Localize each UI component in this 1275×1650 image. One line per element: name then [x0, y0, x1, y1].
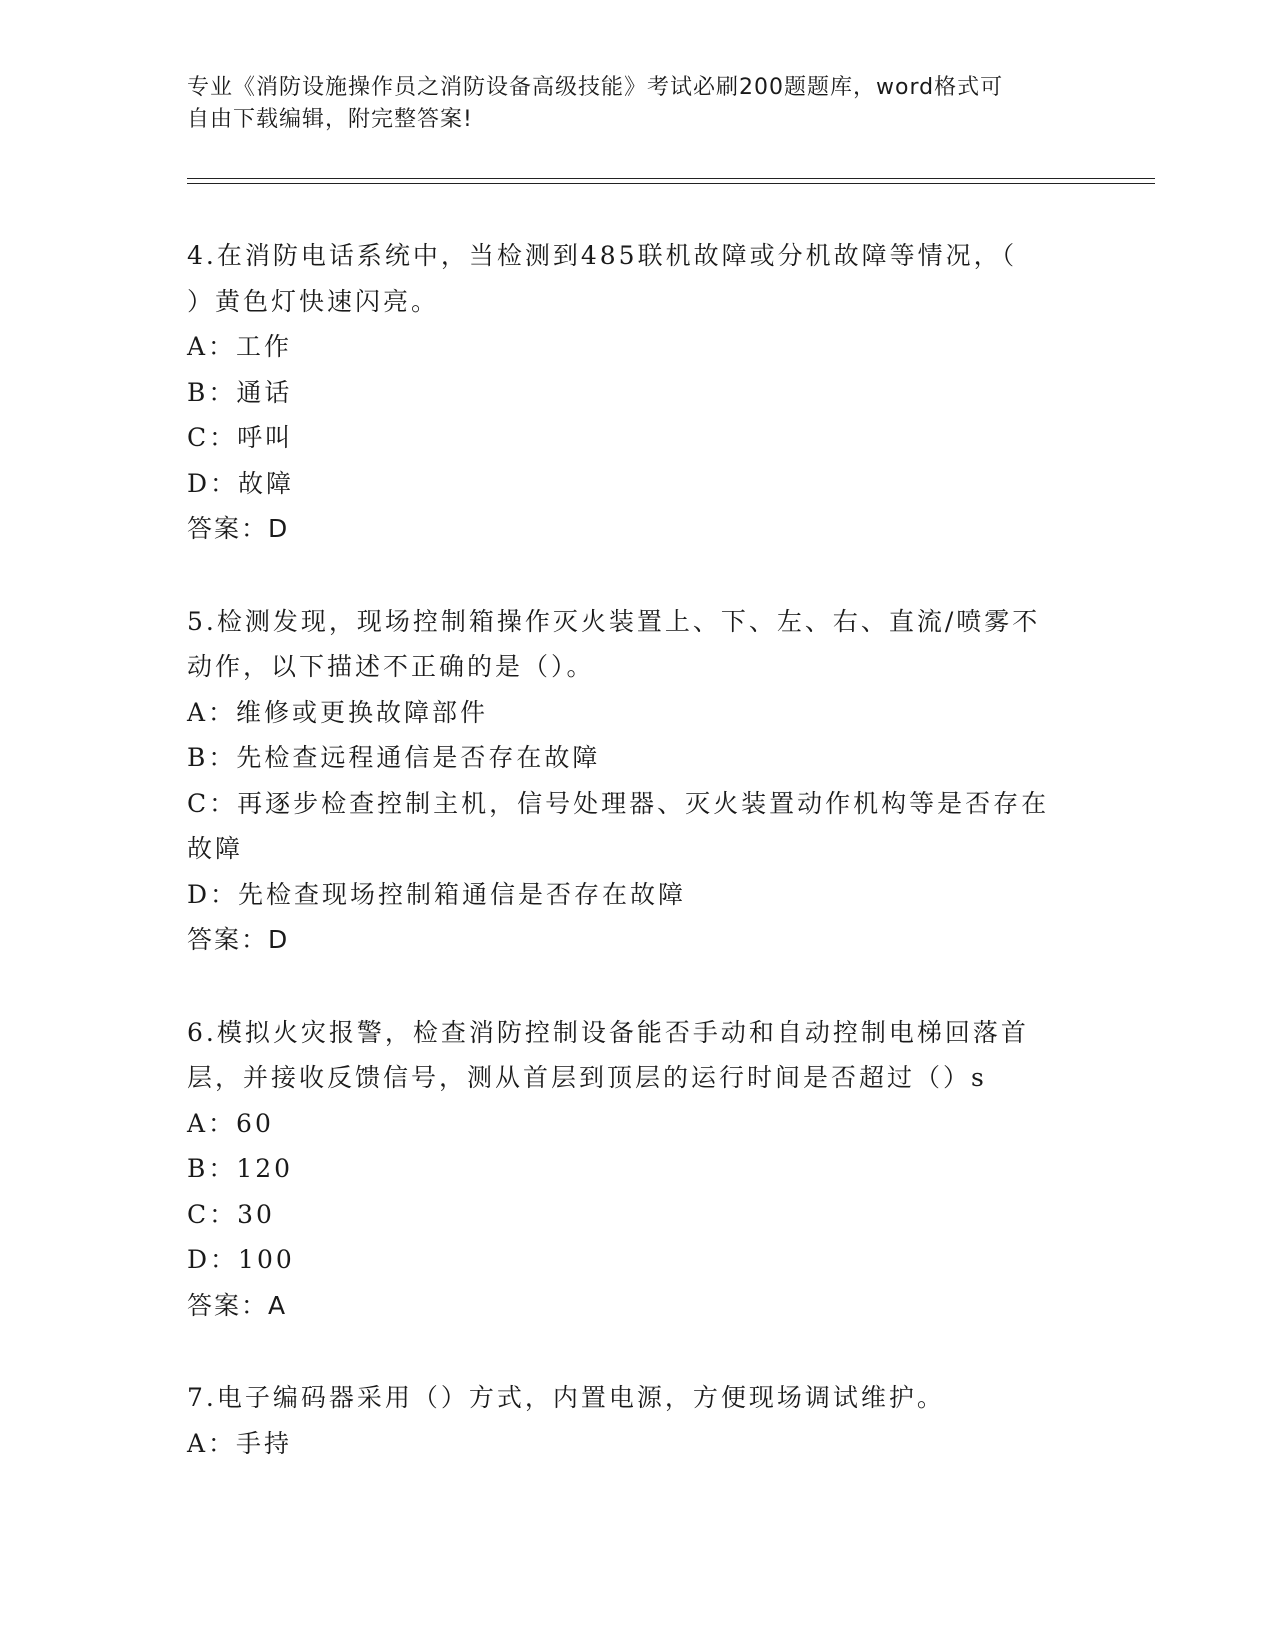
- question-list: [187, 233, 1077, 1513]
- question-stem-line: 7.电子编码器采用（）方式，内置电源，方便现场调试维护。: [187, 1383, 945, 1412]
- option-d: D：故障: [187, 468, 295, 498]
- question-stem-line: 4.在消防电话系统中，当检测到485联机故障或分机故障等情况，（: [187, 241, 1018, 270]
- option-a: A：60: [187, 1108, 274, 1138]
- answer-label: 答案：A: [187, 1290, 288, 1320]
- question-7: [187, 1375, 1077, 1466]
- option-a: A：维修或更换故障部件: [187, 697, 489, 727]
- question-6: [187, 1010, 1077, 1329]
- question-stem-line: 6.模拟火灾报警，检查消防控制设备能否手动和自动控制电梯回落首: [187, 1017, 1029, 1047]
- question-stem-line: ）黄色灯快速闪亮。: [187, 286, 440, 316]
- option-a: A：手持: [187, 1428, 293, 1458]
- option-a: A：工作: [187, 332, 293, 361]
- option-c: C：30: [187, 1199, 275, 1229]
- option-b: B：先检查远程通信是否存在故障: [187, 743, 601, 772]
- question-stem-line: 5.检测发现，现场控制箱操作灭火装置上、下、左、右、直流/喷雾不: [187, 606, 1041, 636]
- option-b: B：120: [187, 1154, 294, 1183]
- option-c: C：再逐步检查控制主机，信号处理器、灭火装置动作机构等是否存在: [187, 788, 1050, 818]
- answer-label: 答案：D: [187, 514, 290, 543]
- option-c-continued: 故障: [187, 834, 244, 863]
- header-line-1: 专业《消防设施操作员之消防设备高级技能》考试必刷200题题库，word格式可: [187, 75, 1004, 100]
- document-header: [187, 72, 1077, 136]
- answer-label: 答案：D: [187, 925, 290, 954]
- question-4: [187, 233, 1077, 552]
- question-5: [187, 599, 1077, 963]
- header-rule-top: [187, 178, 1155, 179]
- header-rule-bottom: [187, 183, 1155, 184]
- question-stem-line: 动作，以下描述不正确的是（）。: [187, 652, 595, 681]
- option-d: D：100: [187, 1245, 295, 1274]
- header-line-2: 自由下载编辑，附完整答案!: [187, 107, 473, 132]
- option-c: C：呼叫: [187, 423, 294, 452]
- option-b: B：通话: [187, 377, 293, 407]
- option-d: D：先检查现场控制箱通信是否存在故障: [187, 879, 687, 909]
- question-stem-line: 层，并接收反馈信号，测从首层到顶层的运行时间是否超过（）s: [187, 1063, 987, 1092]
